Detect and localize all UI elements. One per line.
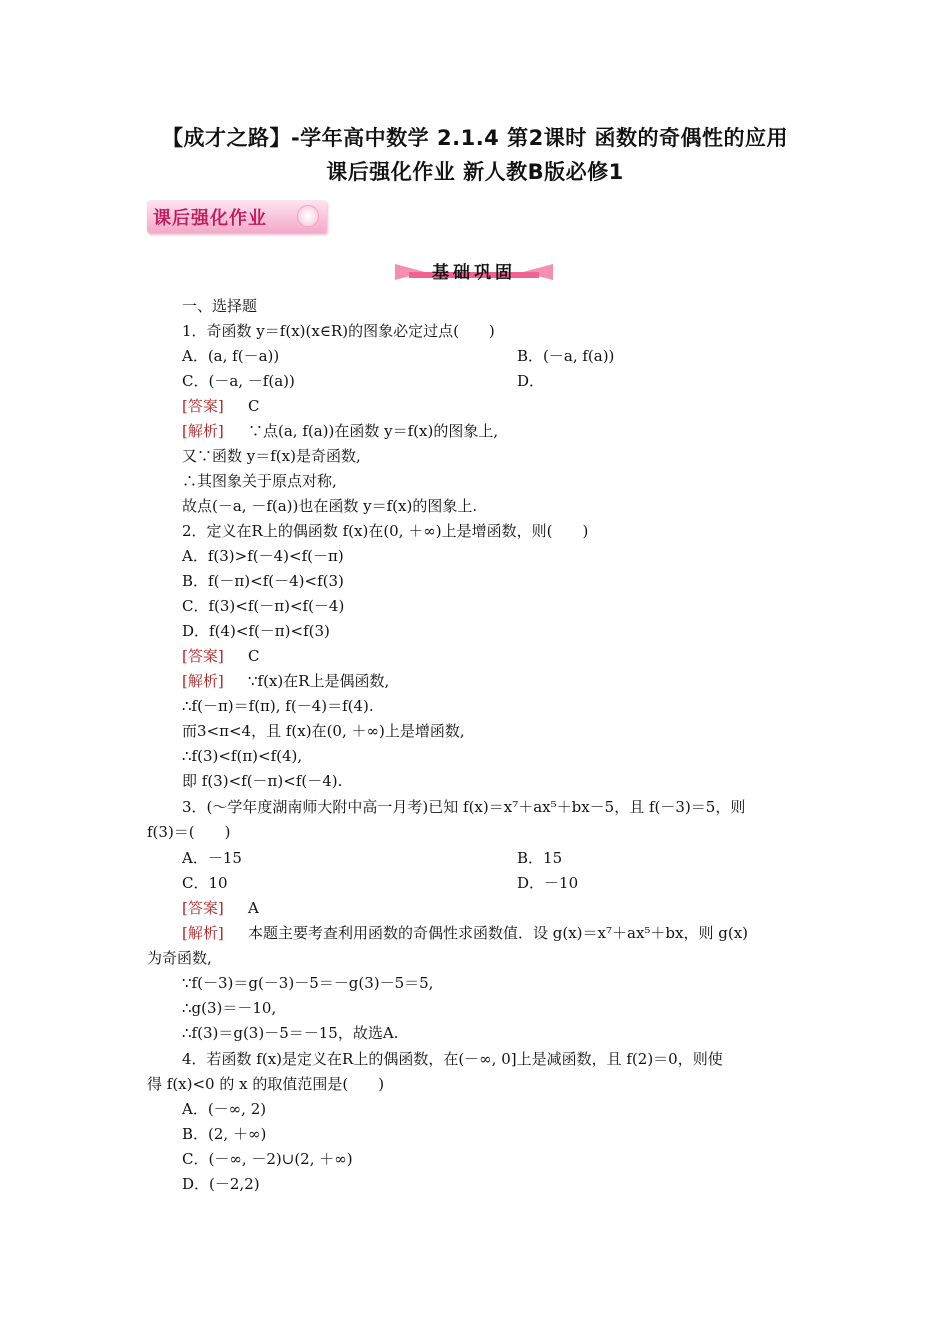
text-line: 3．(～学年度湖南师大附中高一月考)已知 f(x)＝x⁷＋ax⁵＋bx－5，且 f(－3)＝5，则: [182, 798, 746, 816]
text-line: 为奇函数,: [147, 949, 212, 967]
text-line: C．f(3)<f(－π)<f(－4): [182, 597, 345, 615]
text-line: D．－10: [517, 874, 579, 892]
text-line: 一、选择题: [182, 297, 258, 315]
text-line: 本题主要考查利用函数的奇偶性求函数值．设 g(x)＝x⁷＋ax⁵＋bx，则 g(x): [248, 924, 749, 942]
text-line: 即 f(3)<f(－π)<f(－4).: [182, 772, 343, 790]
text-line: ∴f(－π)＝f(π), f(－4)＝f(4).: [182, 697, 374, 715]
text-line: B．(－a, f(a)): [517, 347, 615, 365]
text-line: D．(－2,2): [182, 1175, 260, 1193]
text-line: ∴f(3)<f(π)<f(4),: [182, 747, 303, 765]
document-title-line-2: 课后强化作业 新人教B版必修1: [326, 160, 624, 184]
text-line: C．10: [182, 874, 228, 892]
homework-badge: [147, 200, 327, 233]
text-line: ∴其图象关于原点对称,: [182, 472, 337, 490]
text-line: D．f(4)<f(－π)<f(3): [182, 622, 330, 640]
answer-label: [答案]: [182, 397, 224, 415]
homework-badge-label: 课后强化作业: [153, 208, 267, 229]
text-line: A．f(3)>f(－4)<f(－π): [182, 547, 344, 565]
text-line: 得 f(x)<0 的 x 的取值范围是( ): [147, 1075, 385, 1093]
text-line: A．(－∞, 2): [182, 1100, 267, 1118]
text-line: C．(－∞, －2)∪(2, ＋∞): [182, 1150, 353, 1168]
text-line: ∵点(a, f(a))在函数 y＝f(x)的图象上,: [248, 422, 499, 440]
text-line: 2．定义在R上的偶函数 f(x)在(0, ＋∞)上是增函数，则( ): [182, 522, 589, 540]
text-line: D．: [517, 372, 545, 390]
answer-label: [解析]: [182, 672, 224, 690]
text-line: 而3<π<4，且 f(x)在(0, ＋∞)上是增函数,: [182, 722, 465, 740]
text-line: 1．奇函数 y＝f(x)(x∈R)的图象必定过点( ): [182, 322, 495, 340]
answer-label: [解析]: [182, 422, 224, 440]
text-line: f(3)＝( ): [147, 823, 231, 841]
section-title: 基础巩固: [432, 263, 516, 283]
section-banner: [395, 258, 553, 282]
text-line: B．f(－π)<f(－4)<f(3): [182, 572, 344, 590]
text-line: B．(2, ＋∞): [182, 1125, 267, 1143]
text-line: A: [248, 899, 259, 917]
document-title-line-1: 【成才之路】-学年高中数学 2.1.4 第2课时 函数的奇偶性的应用: [161, 126, 789, 150]
text-line: ∵f(x)在R上是偶函数,: [248, 672, 390, 690]
text-line: B．15: [517, 849, 563, 867]
text-line: A．－15: [182, 849, 242, 867]
text-line: C: [248, 397, 260, 415]
text-line: ∵f(－3)＝g(－3)－5＝－g(3)－5＝5,: [182, 974, 434, 992]
text-line: ∴g(3)＝－10,: [182, 999, 277, 1017]
gem-icon: [297, 205, 319, 227]
text-line: 4．若函数 f(x)是定义在R上的偶函数，在(－∞, 0]上是减函数，且 f(2)＝0，则使: [182, 1050, 723, 1068]
answer-label: [答案]: [182, 899, 224, 917]
text-line: C．(－a, －f(a)): [182, 372, 295, 390]
text-line: ∴f(3)＝g(3)－5＝－15，故选A.: [182, 1024, 399, 1042]
text-line: 又∵函数 y＝f(x)是奇函数,: [182, 447, 361, 465]
answer-label: [解析]: [182, 924, 224, 942]
text-line: C: [248, 647, 260, 665]
answer-label: [答案]: [182, 647, 224, 665]
text-line: 故点(－a, －f(a))也在函数 y＝f(x)的图象上.: [182, 497, 478, 515]
text-line: A．(a, f(－a)): [182, 347, 280, 365]
